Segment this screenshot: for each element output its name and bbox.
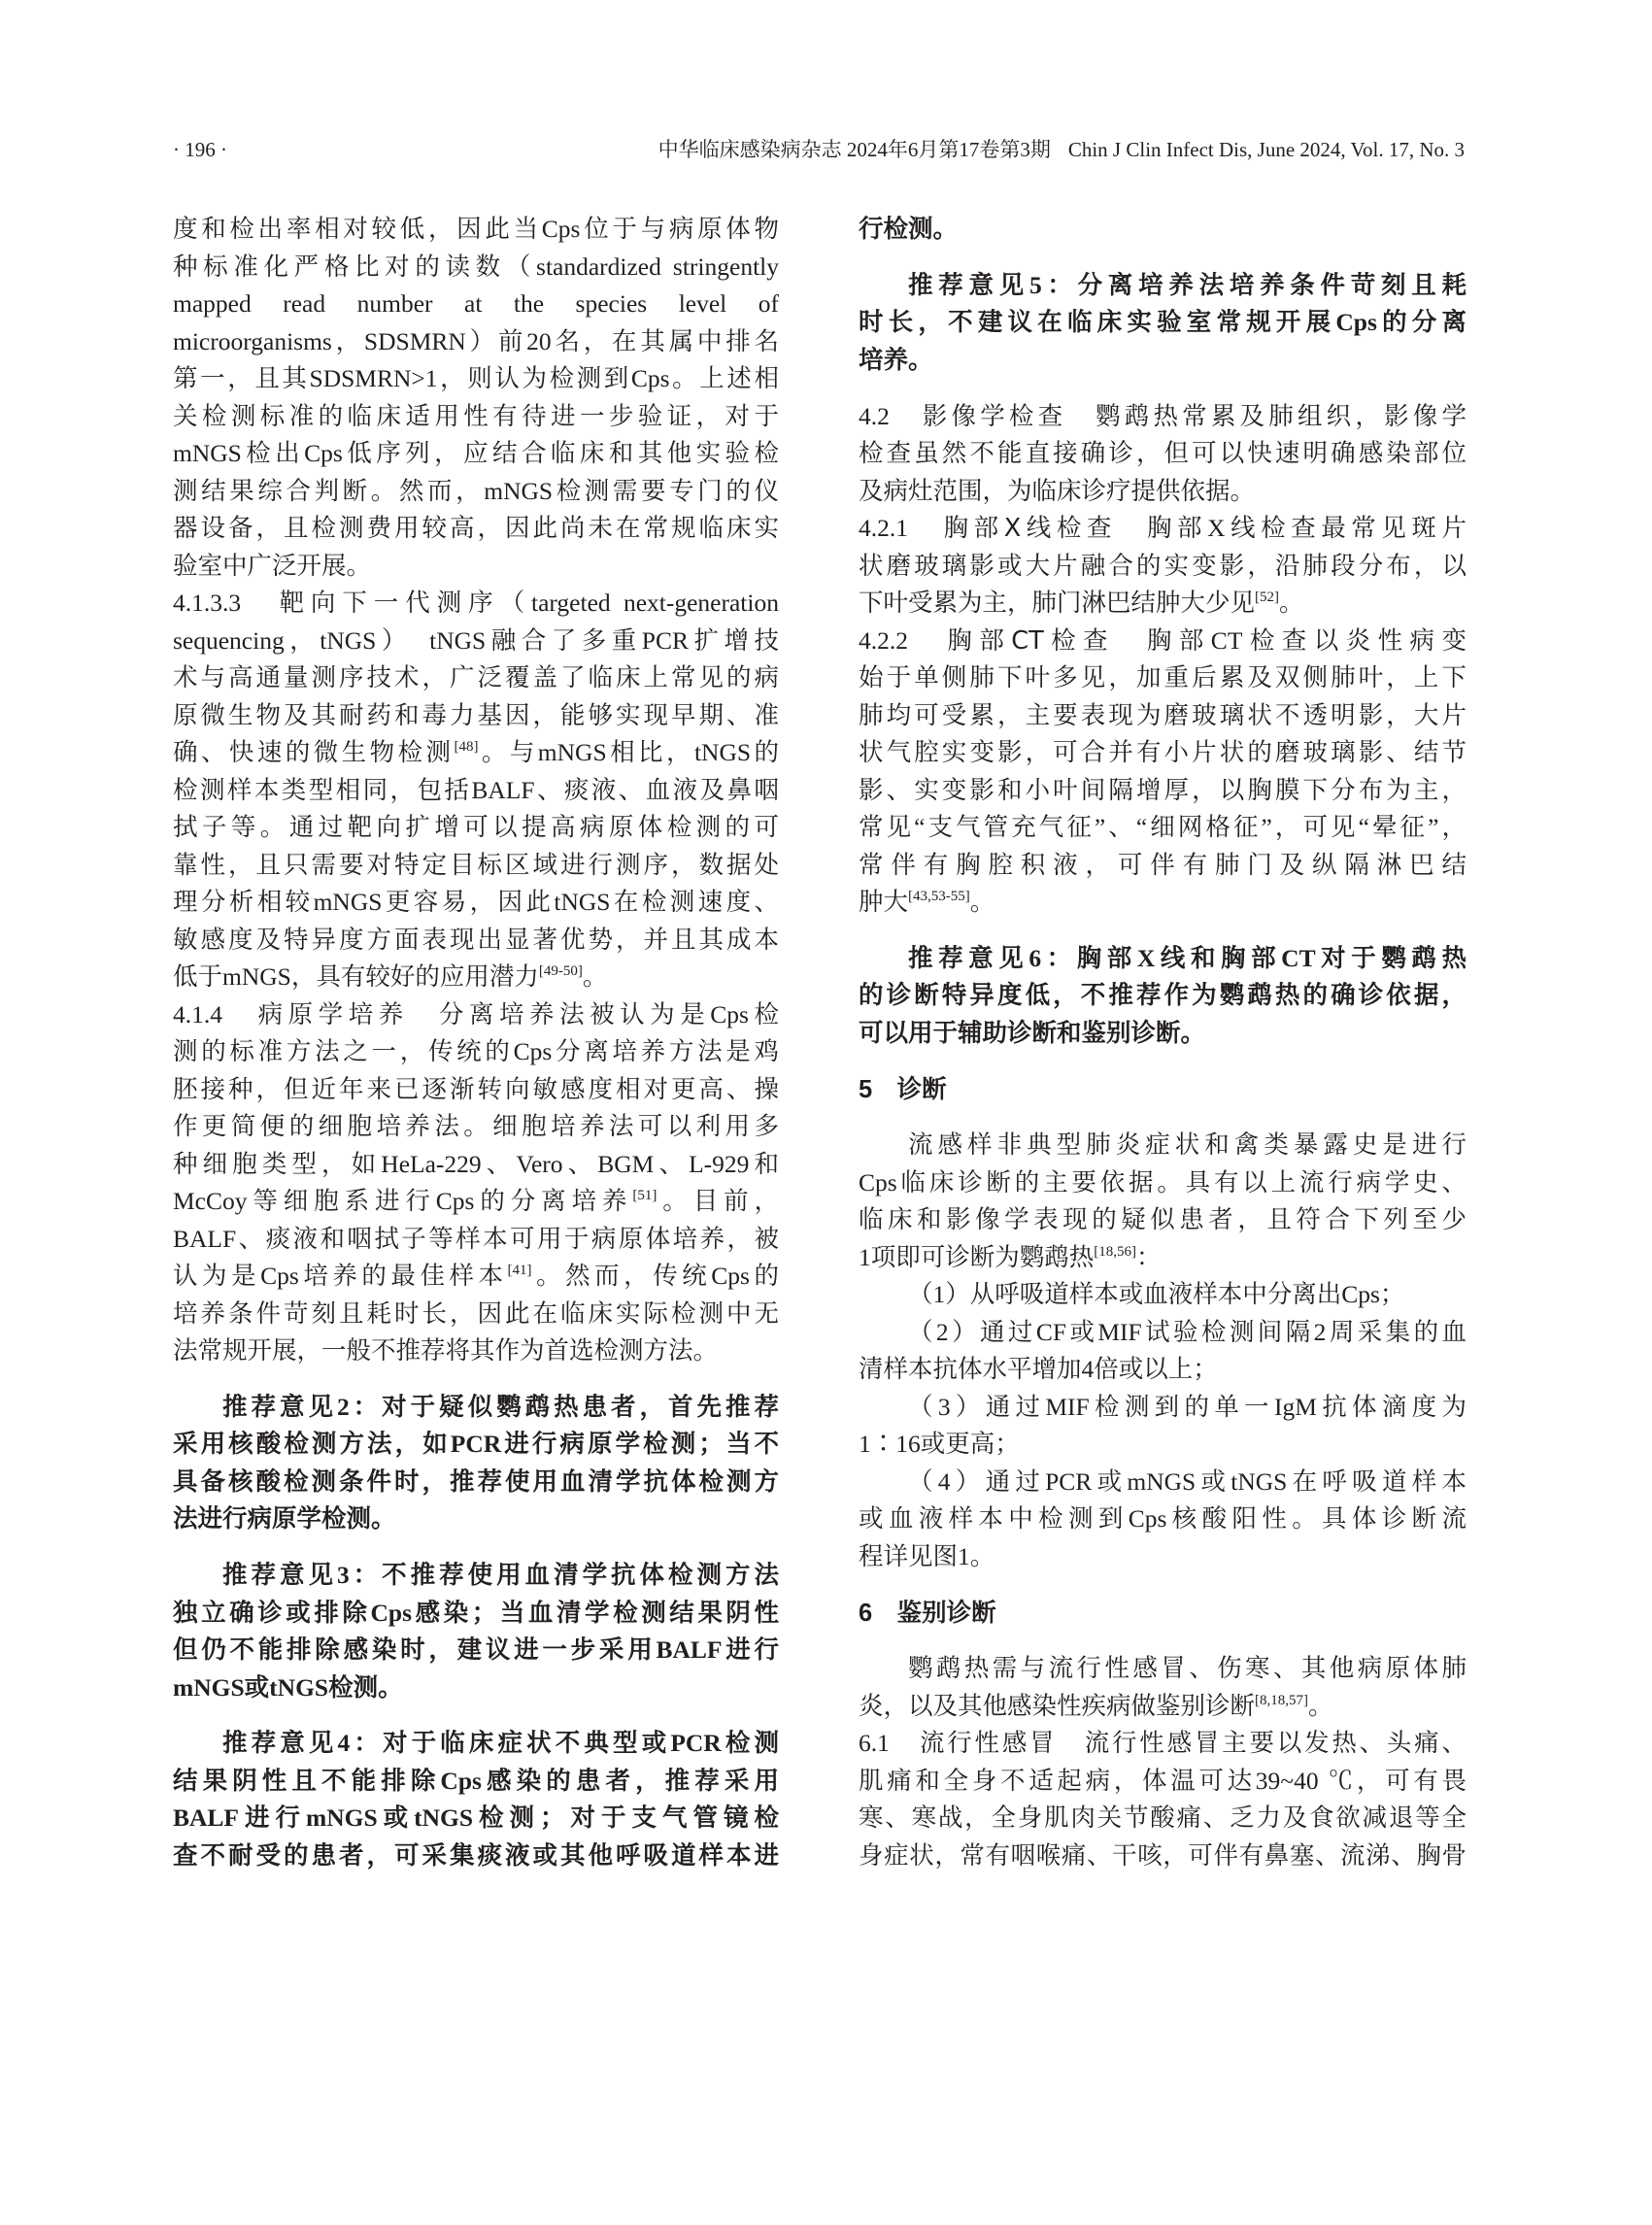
text-line <box>173 1632 779 1669</box>
line-text: 胸部CT检查以炎性病变 <box>1114 625 1467 655</box>
citation-superscript: [51] <box>632 1188 657 1203</box>
text-line <box>859 1837 1467 1875</box>
recommendation <box>859 211 1467 249</box>
text-line <box>173 211 779 249</box>
line-text: 时长，不建议在临床实验室常规开展Cps的分离 <box>859 308 1467 337</box>
text-line <box>859 1239 1467 1277</box>
line-text: 拭子等。通过靶向扩增可以提高病原体检测的可 <box>173 813 779 841</box>
line-text: 始于单侧肺下叶多见，加重后累及双侧肺叶，上下 <box>859 663 1467 691</box>
text-line <box>859 267 1467 305</box>
text-line <box>859 510 1467 548</box>
line-text: 4.1.3.3 <box>173 589 280 617</box>
text-line <box>859 1763 1467 1801</box>
text-line <box>173 1557 779 1595</box>
line-text: 验室中广泛开展。 <box>173 551 372 580</box>
text-line <box>859 1389 1467 1427</box>
subsection-title: 胸部CT检查 <box>947 625 1115 656</box>
subsection-title: 病原学培养 <box>257 999 409 1029</box>
text-line <box>173 1258 779 1296</box>
line-text: mNGS或tNGS检测。 <box>173 1672 403 1702</box>
line-text: 。目前， <box>657 1187 779 1215</box>
line-text: 影、实变影和小叶间隔增厚，以胸膜下分布为主， <box>859 775 1467 804</box>
line-text: 独立确诊或排除Cps感染；当血清学检测结果阴性 <box>173 1598 779 1627</box>
text-line <box>859 847 1467 885</box>
text-line <box>859 1650 1467 1688</box>
line-text: （2）通过CF或MIF试验检测间隔2周采集的血 <box>908 1317 1467 1346</box>
text-line <box>173 473 779 511</box>
text-line <box>173 1464 779 1501</box>
line-text: 培养条件苛刻且耗时长，因此在临床实际检测中无 <box>173 1298 779 1328</box>
text-line <box>859 1127 1467 1164</box>
line-text: 4.2 <box>859 401 923 430</box>
line-text: 肿大 <box>859 888 909 916</box>
subsection-title: 流行性感冒 <box>919 1729 1058 1759</box>
text-line <box>173 548 779 586</box>
text-line <box>173 922 779 960</box>
text-line <box>173 398 779 436</box>
text-line <box>859 772 1467 810</box>
line-text: 6.1 <box>859 1729 920 1758</box>
line-text: 术与高通量测序技术，广泛覆盖了临床上常见的病 <box>173 663 779 691</box>
line-text: 流感样非典型肺炎症状和禽类暴露史是进行 <box>908 1130 1467 1160</box>
section-heading <box>859 1071 1467 1109</box>
text-line <box>173 1389 779 1427</box>
line-text: 身症状，常有咽喉痛、干咳，可伴有鼻塞、流涕、胸骨 <box>859 1840 1467 1870</box>
text-line <box>859 1351 1467 1389</box>
line-text: 4.1.4 <box>173 999 258 1028</box>
line-text: 敏感度及特异度方面表现出显著优势，并且其成本 <box>173 925 779 954</box>
line-text: 1项即可诊断为鹦鹉热 <box>859 1242 1095 1271</box>
text-line <box>173 435 779 473</box>
journal-citation <box>658 135 1465 164</box>
line-text: 作更简便的细胞培养法。细胞培养法可以利用多 <box>173 1112 779 1140</box>
text-line <box>173 1426 779 1464</box>
line-text: BALF进行mNGS或tNGS检测；对于支气管镜检 <box>173 1804 779 1833</box>
line-text: 测的标准方法之一，传统的Cps分离培养方法是鸡 <box>173 1037 779 1065</box>
line-text: 或血液样本中检测到Cps核酸阳性。具体诊断流 <box>859 1504 1467 1534</box>
running-header <box>173 135 1465 164</box>
line-text: 寒、寒战，全身肌肉关节酸痛、乏力及食欲减退等全 <box>859 1804 1467 1833</box>
line-text: sequencing，tNGS） tNGS融合了多重PCR扩增技 <box>173 625 779 655</box>
text-line <box>173 360 779 398</box>
text-line <box>859 398 1467 436</box>
line-text: 分离培养法被认为是Cps检 <box>408 999 779 1028</box>
line-text: 低于mNGS，具有较好的应用潜力 <box>173 962 539 991</box>
line-text: 检查虽然不能直接确诊，但可以快速明确感染部位 <box>859 439 1467 467</box>
line-text: （targeted next-generation <box>499 589 779 617</box>
text-line <box>859 1595 1467 1633</box>
text-line <box>859 1464 1467 1501</box>
line-text: 下叶受累为主，肺门淋巴结肿大少见 <box>859 589 1256 617</box>
line-text: 推荐意见2：对于疑似鹦鹉热患者，首先推荐 <box>222 1392 779 1421</box>
line-text: 4.2.2 <box>859 625 948 655</box>
line-text: 流行性感冒主要以发热、头痛、 <box>1057 1729 1467 1758</box>
subsection-paragraph <box>173 585 779 996</box>
text-line <box>173 847 779 885</box>
text-line <box>173 1837 779 1875</box>
text-line <box>173 249 779 287</box>
text-line <box>859 1201 1467 1239</box>
text-line <box>859 1164 1467 1202</box>
text-line <box>173 510 779 548</box>
line-text: 结果阴性且不能排除Cps感染的患者，推荐采用 <box>173 1766 779 1795</box>
text-line <box>173 1146 779 1184</box>
section-heading <box>859 1595 1467 1633</box>
text-line <box>859 342 1467 380</box>
left-column <box>173 211 779 1894</box>
list-item <box>859 1314 1467 1389</box>
line-text: ： <box>1136 1242 1162 1271</box>
text-line <box>859 1314 1467 1352</box>
line-text: 度和检出率相对较低，因此当Cps位于与病原体物 <box>173 215 779 243</box>
text-line <box>859 1276 1467 1314</box>
line-text: 器设备，且检测费用较高，因此尚未在常规临床实 <box>173 514 779 542</box>
line-text: 清样本抗体水平增加4倍或以上； <box>859 1355 1218 1384</box>
citation-superscript: [43,53-55] <box>908 889 970 904</box>
citation-superscript: [52] <box>1255 590 1280 605</box>
line-text: 推荐意见3：不推荐使用血清学抗体检测方法 <box>222 1561 779 1589</box>
text-line <box>173 323 779 361</box>
line-text: 确、快速的微生物检测 <box>173 738 455 766</box>
text-line <box>173 884 779 922</box>
recommendation <box>173 1389 779 1538</box>
text-line <box>173 734 779 772</box>
line-text: 法进行病原学检测。 <box>173 1504 396 1534</box>
text-line <box>173 659 779 697</box>
line-text: 及病灶范围，为临床诊疗提供依据。 <box>859 476 1256 505</box>
text-line <box>859 1015 1467 1053</box>
text-line <box>859 548 1467 586</box>
list-item <box>859 1276 1467 1314</box>
text-line <box>859 1800 1467 1837</box>
recommendation <box>859 267 1467 380</box>
line-text: BALF、痰液和咽拭子等样本可用于病原体培养，被 <box>173 1224 779 1253</box>
text-line <box>173 585 779 623</box>
paragraph <box>859 1127 1467 1276</box>
text-line <box>173 1595 779 1633</box>
page-number: · 196 · <box>173 138 227 161</box>
line-text: 肺均可受累，主要表现为磨玻璃状不透明影，大片 <box>859 700 1467 729</box>
citation-superscript: [48] <box>454 739 479 755</box>
journal-citation-en: Chin J Clin Infect Dis, June 2024, Vol. 17, No. 3 <box>1067 138 1465 161</box>
subsection-paragraph <box>859 510 1467 623</box>
line-text: microorganisms，SDSMRN）前20名，在其属中排名 <box>173 326 779 355</box>
line-text: 。 <box>1279 589 1304 617</box>
line-text: 检测样本类型相同，包括BALF、痰液、血液及鼻咽 <box>173 775 779 804</box>
line-text: 肌痛和全身不适起病，体温可达39~40 ℃，可有畏 <box>859 1766 1467 1795</box>
line-text: 原微生物及其耐药和毒力基因，能够实现早期、准 <box>173 700 779 729</box>
line-text: 测结果综合判断。然而，mNGS检测需要专门的仪 <box>173 476 779 505</box>
line-text: 具备核酸检测条件时，推荐使用血清学抗体检测方 <box>173 1466 779 1496</box>
paragraph <box>859 1650 1467 1725</box>
line-text: 4.2.1 <box>859 514 944 542</box>
list-item <box>859 1389 1467 1464</box>
text-line <box>173 1332 779 1370</box>
text-line <box>859 697 1467 735</box>
text-line <box>859 435 1467 473</box>
line-text: 炎，以及其他感染性疾病做鉴别诊断 <box>859 1691 1256 1720</box>
text-line <box>173 1296 779 1333</box>
line-text: 查不耐受的患者，可采集痰液或其他呼吸道样本进 <box>173 1840 779 1870</box>
text-line <box>859 1426 1467 1464</box>
subsection-paragraph <box>859 398 1467 511</box>
recommendation <box>173 1725 779 1874</box>
line-text: 推荐意见4：对于临床症状不典型或PCR检测 <box>222 1729 779 1758</box>
text-line <box>173 772 779 810</box>
line-text: （3）通过MIF检测到的单一IgM抗体滴度为 <box>908 1392 1467 1421</box>
subsection-paragraph <box>859 623 1467 922</box>
line-text: 胚接种，但近年来已逐渐转向敏感度相对更高、操 <box>173 1074 779 1103</box>
line-text: McCoy等细胞系进行Cps的分离培养 <box>173 1187 633 1215</box>
text-line <box>859 1538 1467 1576</box>
line-text: 可以用于辅助诊断和鉴别诊断。 <box>859 1018 1206 1047</box>
subsection-paragraph <box>859 1725 1467 1874</box>
citation-superscript: [49-50] <box>538 963 583 979</box>
line-text: 行检测。 <box>859 215 959 243</box>
line-text: 。然而，传统Cps的 <box>531 1262 779 1290</box>
line-text: 但仍不能排除感染时，建议进一步采用BALF进行 <box>173 1635 779 1664</box>
line-text: 鹦鹉热常累及肺组织，影像学 <box>1066 401 1467 430</box>
recommendation <box>859 940 1467 1053</box>
text-line <box>173 1725 779 1763</box>
line-text: 鹦鹉热需与流行性感冒、伤寒、其他病原体肺 <box>908 1654 1467 1683</box>
text-line <box>173 1221 779 1259</box>
line-text: mapped read number at the species level of <box>173 289 779 318</box>
text-line <box>173 1033 779 1071</box>
text-line <box>859 1071 1467 1109</box>
line-text: 常伴有胸腔积液，可伴有肺门及纵隔淋巴结 <box>859 850 1467 879</box>
line-text: mNGS检出Cps低序列，应结合临床和其他实验检 <box>173 439 779 467</box>
text-line <box>173 1763 779 1801</box>
line-text: 程详见图1。 <box>859 1541 995 1570</box>
line-text: Cps临床诊断的主要依据。具有以上流行病学史、 <box>859 1167 1467 1197</box>
citation-superscript: [41] <box>507 1263 532 1278</box>
text-line <box>173 1108 779 1146</box>
line-text: 种细胞类型，如HeLa-229、Vero、BGM、L-929和 <box>173 1149 779 1178</box>
text-line <box>173 697 779 735</box>
line-text: 1∶16或更高； <box>859 1430 1020 1459</box>
paragraph <box>173 211 779 585</box>
line-text: （4）通过PCR或mNGS或tNGS在呼吸道样本 <box>908 1466 1467 1496</box>
line-text: 理分析相较mNGS更容易，因此tNGS在检测速度、 <box>173 888 779 916</box>
subsection-paragraph <box>173 996 779 1370</box>
line-text: 关检测标准的临床适用性有待进一步验证，对于 <box>173 401 779 430</box>
line-text: 。 <box>969 888 995 916</box>
list-item <box>859 1464 1467 1576</box>
text-line <box>173 1071 779 1109</box>
line-text: 法常规开展，一般不推荐将其作为首选检测方法。 <box>173 1336 719 1365</box>
subsection-title: 影像学检查 <box>922 401 1067 431</box>
text-line <box>173 996 779 1034</box>
line-text: 靠性，且只需要对特定目标区域进行测序，数据处 <box>173 850 779 879</box>
text-line <box>859 1500 1467 1538</box>
text-line <box>859 623 1467 660</box>
text-line <box>173 286 779 323</box>
line-text: 状气腔实变影，可合并有小片状的磨玻璃影、结节 <box>859 738 1467 766</box>
line-text: 临床和影像学表现的疑似患者，且符合下列至少 <box>859 1205 1467 1234</box>
line-text: 的诊断特异度低，不推荐作为鹦鹉热的确诊依据， <box>859 981 1467 1010</box>
text-line <box>859 809 1467 847</box>
text-line <box>173 1500 779 1538</box>
subsection-title: 胸部X线检查 <box>943 514 1117 543</box>
line-text: 胸部X线检查最常见斑片 <box>1116 514 1467 542</box>
text-line <box>859 1725 1467 1763</box>
text-line <box>859 211 1467 249</box>
text-line <box>859 734 1467 772</box>
journal-citation-cn: 中华临床感染病杂志 2024年6月第17卷第3期 <box>657 138 1051 161</box>
line-text: 种标准化严格比对的读数（standardized stringently <box>173 252 779 281</box>
citation-superscript: [8,18,57] <box>1255 1692 1309 1708</box>
line-text: 培养。 <box>859 345 933 374</box>
text-line <box>859 585 1467 623</box>
right-column <box>859 211 1467 1874</box>
subsection-title: 靶向下一代测序 <box>279 589 500 618</box>
line-text: 认为是Cps培养的最佳样本 <box>173 1262 508 1290</box>
recommendation <box>173 1557 779 1706</box>
line-text: 采用核酸检测方法，如PCR进行病原学检测；当不 <box>173 1430 779 1459</box>
text-line <box>173 1669 779 1707</box>
line-text: 推荐意见5：分离培养法培养条件苛刻且耗 <box>908 270 1467 299</box>
line-text: 5 诊断 <box>859 1075 947 1103</box>
text-line <box>173 959 779 996</box>
text-line <box>173 1183 779 1221</box>
line-text: 。 <box>1308 1691 1333 1720</box>
line-text: 6 鉴别诊断 <box>859 1599 996 1627</box>
text-line <box>859 659 1467 697</box>
text-line <box>859 940 1467 978</box>
text-line <box>859 473 1467 511</box>
text-line <box>859 884 1467 922</box>
line-text: （1）从呼吸道样本或血液样本中分离出Cps； <box>908 1280 1405 1309</box>
line-text: 。 <box>582 962 608 991</box>
text-line <box>173 1800 779 1837</box>
line-text: 常见“支气管充气征”、“细网格征”，可见“晕征”， <box>859 813 1467 841</box>
text-line <box>859 304 1467 342</box>
text-line <box>173 809 779 847</box>
citation-superscript: [18,56] <box>1094 1243 1137 1260</box>
line-text: 。与mNGS相比，tNGS的 <box>478 738 779 766</box>
text-line <box>859 977 1467 1015</box>
line-text: 第一，且其SDSMRN>1，则认为检测到Cps。上述相 <box>173 364 779 392</box>
text-line <box>859 1688 1467 1726</box>
line-text: 推荐意见6：胸部X线和胸部CT对于鹦鹉热 <box>908 943 1467 972</box>
text-line <box>173 623 779 660</box>
line-text: 状磨玻璃影或大片融合的实变影，沿肺段分布，以 <box>859 551 1467 580</box>
